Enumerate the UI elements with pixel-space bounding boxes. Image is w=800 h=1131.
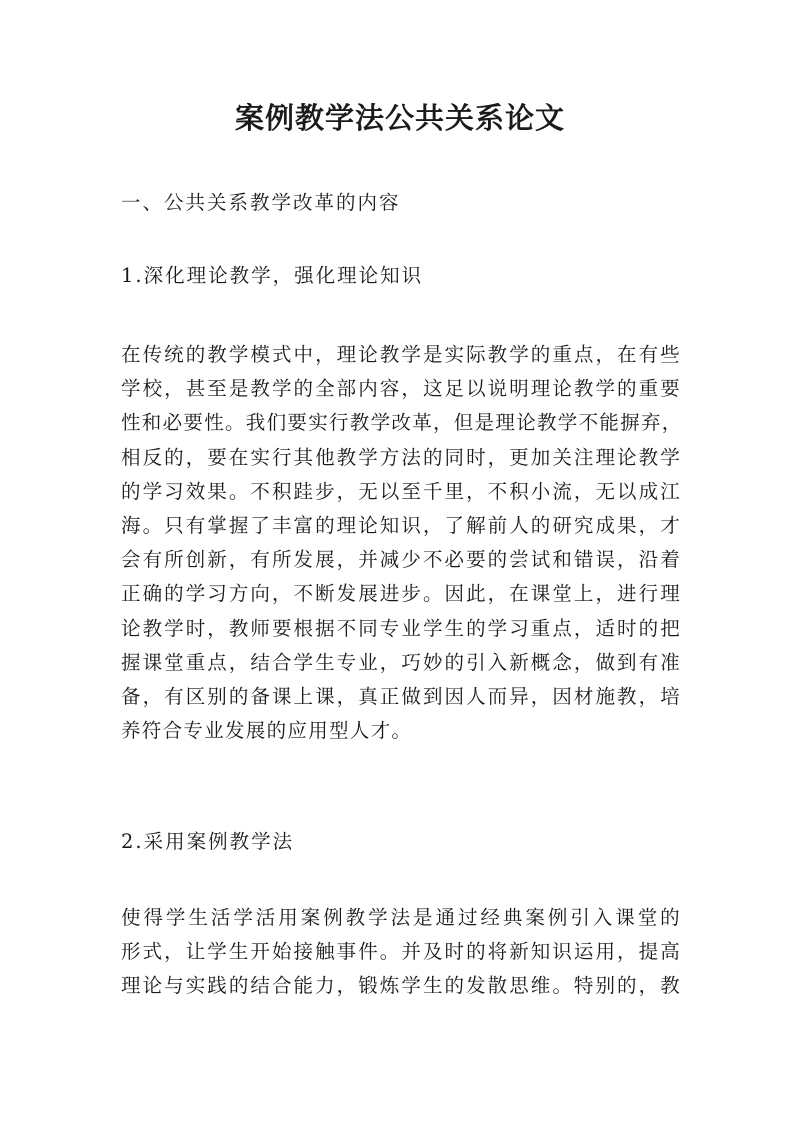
paragraph-line: 海。只有掌握了丰富的理论知识，了解前人的研究成果，才 (121, 513, 681, 537)
paragraph-line: 握课堂重点，结合学生专业，巧妙的引入新概念，做到有准 (121, 650, 681, 674)
paragraph-line: 使得学生活学活用案例教学法是通过经典案例引入课堂的 (121, 906, 681, 929)
paragraph-1 (121, 338, 681, 748)
paragraph-line: 正确的学习方向，不断发展进步。因此，在课堂上，进行理 (121, 582, 681, 606)
document-title: 案例教学法公共关系论文 (234, 101, 565, 135)
subsection-heading-1: 1.深化理论教学，强化理论知识 (121, 264, 424, 287)
paragraph-line: 相反的，要在实行其他教学方法的同时，更加关注理论教学 (121, 445, 681, 469)
paragraph-line: 学校，甚至是教学的全部内容，这足以说明理论教学的重要 (121, 377, 681, 401)
paragraph-2 (121, 901, 681, 1004)
paragraph-line: 在传统的教学模式中，理论教学是实际教学的重点，在有些 (121, 343, 681, 366)
paragraph-line: 养符合专业发展的应用型人才。 (121, 719, 413, 743)
paragraph-line: 论教学时，教师要根据不同专业学生的学习重点，适时的把 (121, 616, 681, 640)
subsection-heading-2: 2.采用案例教学法 (121, 830, 295, 853)
paragraph-line: 的学习效果。不积跬步，无以至千里，不积小流，无以成江 (121, 479, 681, 503)
paragraph-line: 备，有区别的备课上课，真正做到因人而异，因材施教，培 (121, 684, 681, 708)
section-heading: 一、公共关系教学改革的内容 (121, 191, 401, 214)
paragraph-line: 性和必要性。我们要实行教学改革，但是理论教学不能摒弃， (121, 411, 683, 435)
paragraph-line: 会有所创新，有所发展，并减少不必要的尝试和错误，沿着 (121, 548, 681, 572)
paragraph-line: 形式，让学生开始接触事件。并及时的将新知识运用，提高 (121, 940, 681, 964)
paragraph-line: 理论与实践的结合能力，锻炼学生的发散思维。特别的，教 (121, 974, 681, 998)
